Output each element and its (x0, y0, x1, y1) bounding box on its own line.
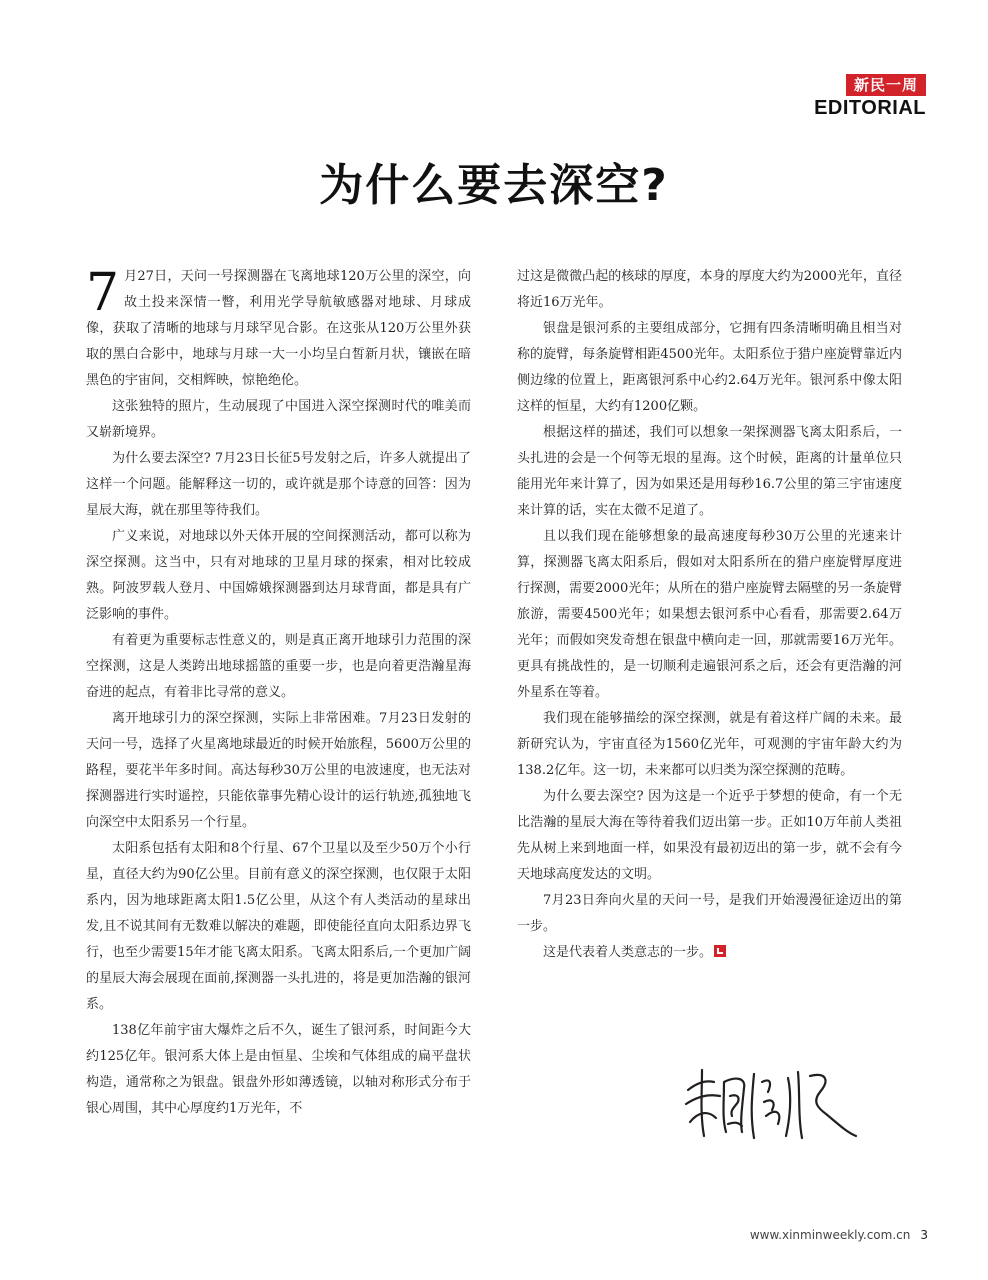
paragraph: 7月23日奔向火星的天问一号，是我们开始漫漫征途迈出的第一步。 (517, 893, 902, 934)
paragraph: 这张独特的照片，生动展现了中国进入深空探测时代的唯美而又崭新境界。 (86, 399, 471, 440)
paragraph: 离开地球引力的深空探测，实际上非常困难。7月23日发射的天问一号，选择了火星离地球最近的时候开始旅程，5600万公里的路程，要花半年多时间。高达每秒30万公里的电波速度，也无法对探测器进行实时遥控，只能依靠事先精心设计的运行轨迹,孤独地飞向深空中太阳系另一个行星。 (86, 711, 471, 830)
footer-url[interactable]: www.xinminweekly.com.cn (749, 1228, 911, 1242)
article-right-column (517, 264, 902, 966)
paragraph: 为什么要去深空? 7月23日长征5号发射之后，许多人就提出了这样一个问题。能解释这一切的，或许就是那个诗意的回答：因为星辰大海，就在那里等待我们。 (86, 451, 471, 518)
end-mark-icon (714, 945, 726, 957)
author-signature (680, 1052, 860, 1147)
paragraph: 银盘是银河系的主要组成部分，它拥有四条清晰明确且相当对称的旋臂，每条旋臂相距4500光年。太阳系位于猎户座旋臂靠近内侧边缘的位置上，距离银河系中心约2.64万光年。银河系中像太阳这样的恒星，大约有1200亿颗。 (517, 321, 902, 414)
paragraph-text: 月27日，天问一号探测器在飞离地球120万公里的深空，向故土投来深情一瞥，利用光学导航敏感器对地球、月球成像，获取了清晰的地球与月球罕见合影。在这张从120万公里外获取的黑白合影中，地球与月球一大一小均呈白皙新月状，镶嵌在暗黑色的宇宙间，交相辉映，惊艳绝伦。 (86, 269, 471, 388)
paragraph: 过这是微微凸起的核球的厚度，本身的厚度大约为2000光年，直径将近16万光年。 (517, 269, 902, 310)
section-label: EDITORIAL (814, 97, 926, 119)
closing-line: 这是代表着人类意志的一步。 (543, 945, 713, 960)
drop-cap: 7 (86, 263, 120, 323)
article-left-column (86, 264, 471, 1122)
paragraph: 根据这样的描述，我们可以想象一架探测器飞离太阳系后，一头扎进的会是一个何等无垠的星海。这个时候，距离的计量单位只能用光年来计算了，因为如果还是用每秒16.7公里的第三宇宙速度来计算的话，实在太微不足道了。 (517, 425, 902, 518)
paragraph: 有着更为重要标志性意义的，则是真正离开地球引力范围的深空探测，这是人类跨出地球摇篮的重要一步，也是向着更浩瀚星海奋进的起点，有着非比寻常的意义。 (86, 633, 471, 700)
brand-badge: 新民一周 (846, 74, 926, 96)
paragraph (517, 940, 902, 966)
paragraph: 且以我们现在能够想象的最高速度每秒30万公里的光速来计算，探测器飞离太阳系后，假如对太阳系所在的猎户座旋臂厚度进行探测，需要2000光年；从所在的猎户座旋臂去隔壁的另一条旋臂旅游，需要4500光年；如果想去银河系中心看看，那需要2.64万光年；而假如突发奇想在银盘中横向走一回，那就需要16万光年。更具有挑战性的，是一切顺利走遍银河系之后，还会有更浩瀚的河外星系在等着。 (517, 529, 902, 700)
paragraph: 为什么要去深空? 因为这是一个近乎于梦想的使命，有一个无比浩瀚的星辰大海在等待着我们迈出第一步。正如10万年前人类祖先从树上来到地面一样，如果没有最初迈出的第一步，就不会有今天地球高度发达的文明。 (517, 789, 902, 882)
page-number: 3 (920, 1228, 928, 1242)
paragraph: 广义来说，对地球以外天体开展的空间探测活动，都可以称为深空探测。这当中，只有对地球的卫星月球的探索，相对比较成熟。阿波罗载人登月、中国嫦娥探测器到达月球背面，都是具有广泛影响的事件。 (86, 529, 471, 622)
article-title: 为什么要去深空? (319, 160, 669, 211)
paragraph: 138亿年前宇宙大爆炸之后不久，诞生了银河系，时间距今大约125亿年。银河系大体上是由恒星、尘埃和气体组成的扁平盘状构造，通常称之为银盘。银盘外形如薄透镜，以轴对称形式分布于银心周围，其中心厚度约1万光年，不 (86, 1023, 471, 1116)
paragraph (86, 264, 471, 394)
page-footer (750, 1228, 928, 1242)
paragraph: 我们现在能够描绘的深空探测，就是有着这样广阔的未来。最新研究认为，宇宙直径为1560亿光年，可观测的宇宙年龄大约为138.2亿年。这一切，未来都可以归类为深空探测的范畴。 (517, 711, 902, 778)
paragraph: 太阳系包括有太阳和8个行星、67个卫星以及至少50万个小行星，直径大约为90亿公里。目前有意义的深空探测，也仅限于太阳系内，因为地球距离太阳1.5亿公里，从这个有人类活动的星球出发,且不说其间有无数难以解决的难题，即使能径直向太阳系边界飞行，也至少需要15年才能飞离太阳系。飞离太阳系后,一个更加广阔的星辰大海会展现在面前,探测器一头扎进的，将是更加浩瀚的银河系。 (86, 841, 471, 1012)
masthead-brand (814, 74, 926, 119)
